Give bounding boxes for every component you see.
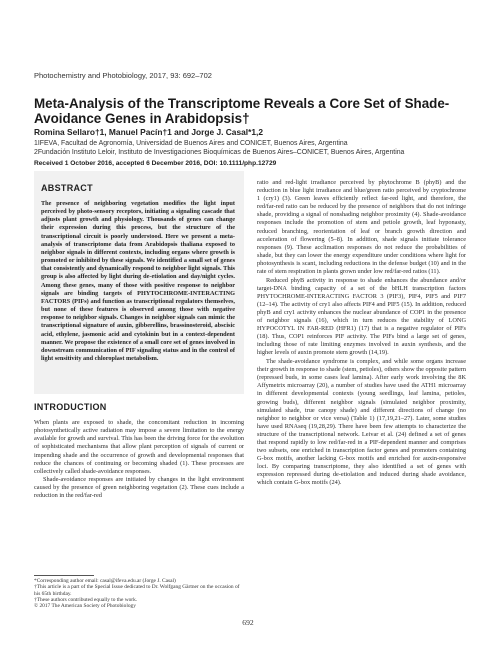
body-paragraph: Reduced phyB activity in response to shade enhances the abundance and/or target-DNA binding capacity of a set of the bHLH transcription factors PHYTOCHROME-INTERACTING FACTOR 3 (PIF3), PIF4, PIF5 and PIF7 (12–14). The activity of cry1 also affects PIF4 and PIF5 (15). In addition, reduced phyB and cry1 activity enhances the nuclear abundance of COP1 in the presence of neighbor signals (16), which in turn reduces the stability of LONG HYPOCOTYL IN FAR-RED (HFR1) (17) that is a negative regulator of PIFs (18). Thus, COP1 reinforces PIF activity. The PIFs bind a large set of genes, including those of rate limiting enzymes involved in auxin synthesis, and the higher levels of auxin promote stem growth (14,19). bbox=[257, 276, 466, 357]
footnote-equal-contribution: †These authors contributed equally to the work. bbox=[34, 596, 138, 603]
footnote-corresponding: *Corresponding author email: casal@ifeva.edu.ar (Jorge J. Casal) bbox=[34, 578, 176, 584]
introduction-column bbox=[34, 419, 244, 501]
abstract-text: The presence of neighboring vegetation modifies the light input perceived by photo-sensory receptors, initiating a signaling cascade that adjusts plant growth and physiology. Thousands of genes can change their expression during this process, but the structure of the transcriptional circuit is poorly understood. Here we present a meta-analysis of transcriptome data from Arabidopsis thaliana exposed to neighbor signals in different contexts, including organs where growth is promoted or inhibited by these signals. We identified a small set of genes that consistently and dynamically respond to neighbor light signals. This group is also affected by light during de-etiolation and day/night cycles. Among these genes, many of those with positive response to neighbor signals are binding targets of PHYTOCHROME-INTERACTING FACTORS (PIFs) and function as transcriptional regulators themselves, but none of these features is observed among those with negative response to neighbor signals. Changes in neighbor signals can mimic the transcriptional signature of auxin, gibberellins, brassinosteroid, abscisic acid, ethylene, jasmonic acid and cytokinin but in a context-dependent manner. We propose the existence of a small core set of genes involved in downstream communication of PIF signaling status and in the control of light sensitivity and chloroplast metabolism. bbox=[41, 200, 235, 362]
author-list: Romina Sellaro†1, Manuel Pacín†1 and Jorge J. Casal*1,2 bbox=[34, 127, 264, 137]
introduction-heading: INTRODUCTION bbox=[34, 402, 107, 412]
page-number: 692 bbox=[242, 618, 254, 627]
footnote-special-issue: †This article is a part of the Special Issue dedicated to Dr. Wolfgang Gärtner on the occasion of his 65th birthday. bbox=[34, 584, 240, 597]
body-paragraph: ratio and red-light irradiance perceived by phytochrome B (phyB) and the reduction in blue light irradiance and blue/green ratio perceived by cryptochrome 1 (cry1) (3). Green leaves efficiently reflect far-red light, and therefore, the red/far-red ratio can be reduced by the presence of neighbors that do not infringe shade, providing a signal of nonshading neighbor proximity (4). Shade-avoidance responses include the promotion of stem and petiole growth, leaf hyponasty, reduced branching, reorientation of leaf or branch growth direction and acceleration of flowering (5–8). In addition, shade signals initiate tolerance responses (9). These acclimation responses do not reduce the probabilities of shade, but they can lower the energy expenditure under conditions where light for photosynthesis is scant, including reductions in the defense budget (10) and in the rate of stem respiration in plants grown under low red/far-red ratios (11). bbox=[257, 179, 466, 276]
affiliation-1: 1IFEVA, Facultad de Agronomía, Universidad de Buenos Aires and CONICET, Buenos Aires, Argentina bbox=[34, 140, 348, 147]
article-title: Meta-Analysis of the Transcriptome Reveals a Core Set of Shade-Avoidance Genes in Arabidopsis† bbox=[34, 96, 450, 126]
body-paragraph: The shade-avoidance syndrome is complex, and while some organs increase their growth in response to shade (stem, petioles), others show the opposite pattern (repressed buds, in some cases leaf lamina). After early work involving the 8K Affymetrix microarray (20), a number of studies have used the ATH1 microarray in different developmental contexts (young seedlings, leaf lamina, petioles, growing buds), different neighbor signals (simulated neighbor proximity, simulated shade, true canopy shade) and different directions of change (no neighbor to neighbor or vice versa) (Table 1) (17,19,21–27). Later, some studies have used RNAseq (19,28,29). There have been few attempts to characterize the structure of the transcriptional network. Leivar et al. (24) defined a set of genes that respond rapidly to low red/far-red in a PIF-dependent manner and comprises two subsets, one enriched in transcription factor genes and promoters containing G-box motifs, another lacking G-box motifs and enriched for auxin-responsive loci. By comparing transcriptome, they also identified a set of genes with expression repressed during de-etiolation and induced during shade avoidance, which contain G-box motifs (24). bbox=[257, 358, 466, 487]
intro-paragraph: Shade-avoidance responses are initiated by changes in the light environment caused by the presence of green neighboring vegetation (2). These cues include a reduction in the red/far-red bbox=[34, 476, 244, 500]
abstract-box bbox=[34, 171, 244, 394]
received-line: Received 1 October 2016, accepted 6 December 2016, DOI: 10.1111/php.12729 bbox=[34, 160, 277, 167]
footnotes bbox=[34, 578, 244, 609]
intro-paragraph: When plants are exposed to shade, the concomitant reduction in incoming photosynthetically active radiation may impose a severe limitation to the energy available for growth and survival. This has been the driving force for the evolution of sophisticated mechanisms that allow plant perception of signals of current or impending shade and the occurrence of growth and developmental responses that reduce the chances of continuing or becoming shaded (1). These processes are collectively called shade-avoidance responses. bbox=[34, 419, 244, 475]
footnote-divider bbox=[34, 575, 94, 576]
abstract-heading: ABSTRACT bbox=[41, 183, 93, 193]
footnote-copyright: © 2017 The American Society of Photobiology bbox=[34, 603, 136, 610]
affiliation-2: 2Fundación Instituto Leloir, Instituto de Investigaciones Bioquímicas de Buenos Aires–CONICET, Buenos Aires, Argentina bbox=[34, 149, 405, 156]
right-column bbox=[257, 179, 466, 488]
journal-citation: Photochemistry and Photobiology, 2017, 93: 692–702 bbox=[34, 71, 212, 80]
